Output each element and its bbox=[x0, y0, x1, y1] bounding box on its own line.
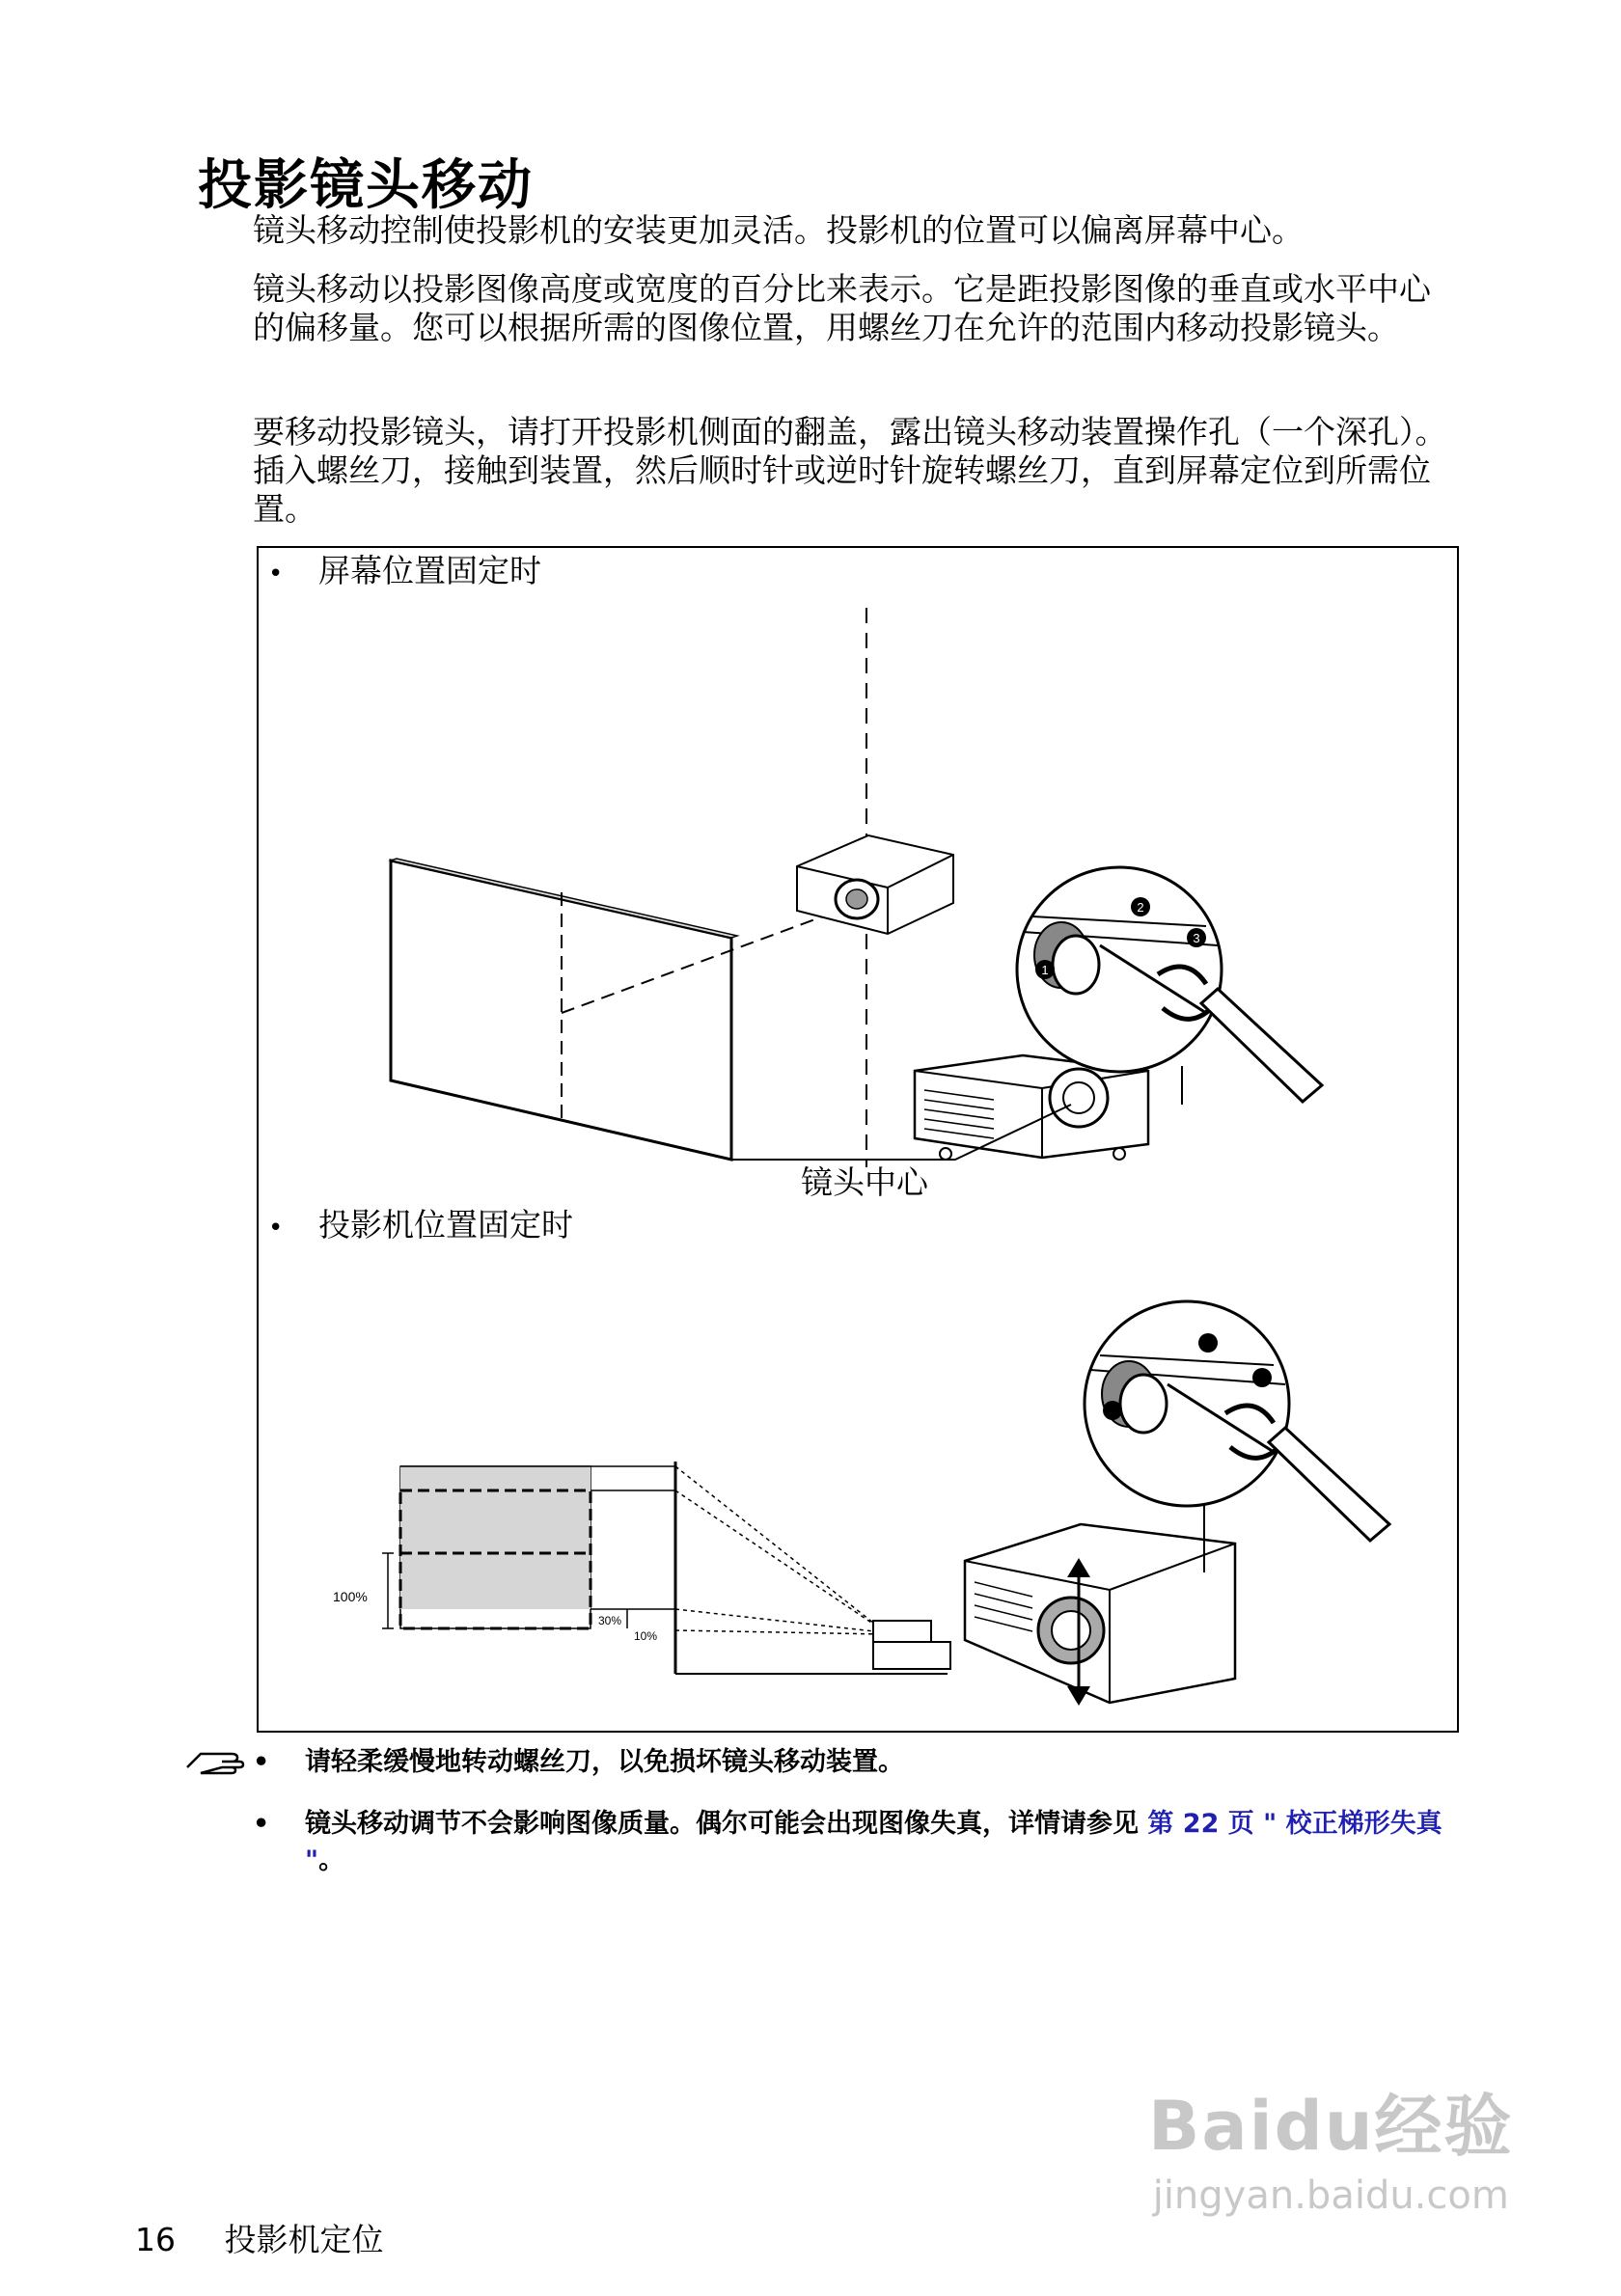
dim-100-label: 100% bbox=[333, 1589, 368, 1604]
note-1-text: 请轻柔缓慢地转动螺丝刀，以免损坏镜头移动装置。 bbox=[305, 1747, 904, 1777]
dim-30-label: 30% bbox=[598, 1614, 622, 1627]
intro-paragraph-3: 要移动投影镜头，请打开投影机侧面的翻盖，露出镜头移动装置操作孔（一个深孔）。插入螺丝刀，接触到装置，然后顺时针或逆时针旋转螺丝刀，直到屏幕定位到所需位置。 bbox=[253, 413, 1447, 528]
lens-shift-detail-2 bbox=[1085, 1301, 1289, 1506]
watermark-main: Baidu经验 bbox=[1148, 2087, 1514, 2166]
lens-shift-detail-1 bbox=[1017, 867, 1222, 1072]
page-title: 投影镜头移动 bbox=[198, 154, 534, 217]
note-2-text: 镜头移动调节不会影响图像质量。偶尔可能会出现图像失真，详情请参见 bbox=[305, 1809, 1148, 1839]
step-marker-2: 2 bbox=[1137, 900, 1144, 915]
bullet-screen-fixed-label: 屏幕位置固定时 bbox=[318, 552, 541, 589]
lens-center-label: 镜头中心 bbox=[801, 1163, 928, 1201]
note-2-bullet: • bbox=[253, 1809, 270, 1839]
screwdriver-icon-1 bbox=[1201, 989, 1322, 1102]
intro-paragraph-1: 镜头移动控制使投影机的安装更加灵活。投影机的位置可以偏离屏幕中心。 bbox=[253, 211, 1304, 249]
note-2-end: 。 bbox=[318, 1845, 345, 1875]
page-number: 16 bbox=[135, 2221, 176, 2258]
note-2 bbox=[253, 1806, 1449, 1879]
note-1 bbox=[253, 1744, 1449, 1781]
note-1-bullet: • bbox=[253, 1747, 270, 1777]
bullet-projector-fixed-label: 投影机位置固定时 bbox=[318, 1206, 573, 1244]
section-name: 投影机定位 bbox=[224, 2221, 384, 2258]
intro-paragraph-2: 镜头移动以投影图像高度或宽度的百分比来表示。它是距投影图像的垂直或水平中心的偏移量。您可以根据所需的图像位置，用螺丝刀在允许的范围内移动投影镜头。 bbox=[253, 270, 1431, 346]
screwdriver-icon-2 bbox=[1269, 1428, 1389, 1541]
bullet-screen-fixed: • 屏幕位置固定时 bbox=[268, 552, 541, 589]
watermark-sub: jingyan.baidu.com bbox=[1152, 2173, 1509, 2218]
image-offset-chart bbox=[333, 1462, 950, 1674]
step-marker-3: 3 bbox=[1193, 931, 1200, 945]
projector-small-icon bbox=[797, 835, 953, 934]
keystone-page-link[interactable]: 第 22 页 " 校正梯形失真 " bbox=[305, 1809, 1442, 1875]
projector-front-icon bbox=[965, 1524, 1235, 1706]
page-footer bbox=[135, 2215, 384, 2260]
note-hand-icon bbox=[183, 1744, 251, 1779]
baidu-watermark bbox=[1148, 2072, 1514, 2218]
bullet-projector-fixed: • 投影机位置固定时 bbox=[268, 1206, 573, 1244]
dim-10-label: 10% bbox=[634, 1629, 658, 1643]
step-marker-1: 1 bbox=[1041, 963, 1049, 977]
